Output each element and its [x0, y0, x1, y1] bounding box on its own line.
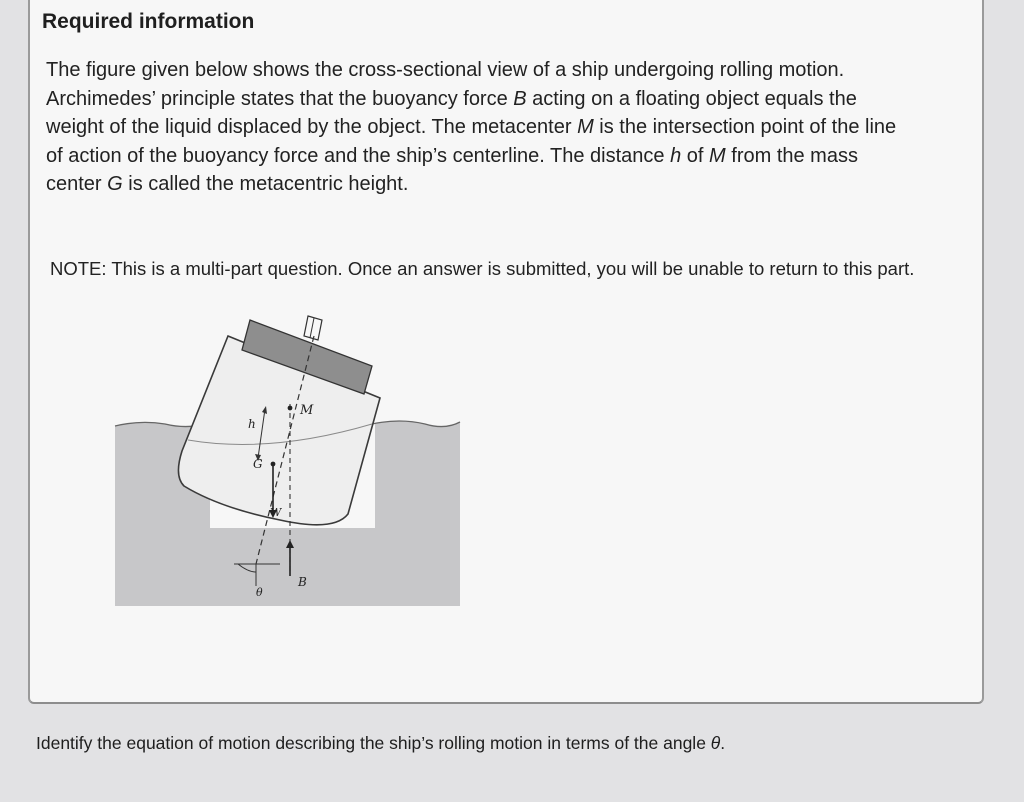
question-text: Identify the equation of motion describing the ship’s rolling motion in terms of the angle: [36, 733, 711, 753]
label-W: W: [270, 506, 282, 519]
intro-text-2: acting on a floating object equals the weight of the liquid displaced by the object. The metacenter: [46, 87, 857, 139]
intro-text-3: is the intersection point of the line of action of the buoyancy force and the ship’s centerline. The distance: [46, 116, 897, 167]
intro-text-4: of: [681, 144, 710, 167]
water-body-right: [375, 421, 460, 528]
intro-text-1: The figure given below shows the cross-sectional view of a ship undergoing rolling motion. Archimedes’ principle states that the buoyancy force: [46, 59, 845, 110]
intro-text-6: is called the metacentric height.: [122, 173, 409, 196]
label-M: M: [300, 403, 314, 418]
label-G: G: [253, 457, 263, 471]
symbol-B: B: [513, 87, 527, 110]
metacenter-point: [288, 406, 293, 411]
multipart-note: NOTE: This is a multi-part question. Once an answer is submitted, you will be unable to return to this part.: [50, 258, 915, 279]
symbol-M: M: [577, 116, 594, 139]
mass-center-point: [271, 462, 276, 467]
symbol-h: h: [670, 144, 682, 167]
label-B: B: [298, 575, 307, 589]
question-end: .: [720, 733, 726, 753]
ship-diagram: [110, 306, 470, 606]
ship-funnel: [304, 316, 322, 340]
label-h: h: [248, 417, 256, 431]
water-lower: [115, 528, 460, 606]
question-prompt: [36, 733, 996, 754]
ship-rolling-figure: [110, 306, 470, 606]
funnel-line: [310, 318, 314, 338]
intro-paragraph: [46, 56, 916, 199]
label-theta: θ: [256, 586, 263, 599]
symbol-theta: θ: [710, 733, 721, 753]
symbol-M-2: M: [709, 144, 726, 167]
section-heading: Required information: [42, 10, 255, 33]
intro-text-5: from the mass center: [46, 144, 858, 196]
symbol-G: G: [107, 173, 123, 196]
